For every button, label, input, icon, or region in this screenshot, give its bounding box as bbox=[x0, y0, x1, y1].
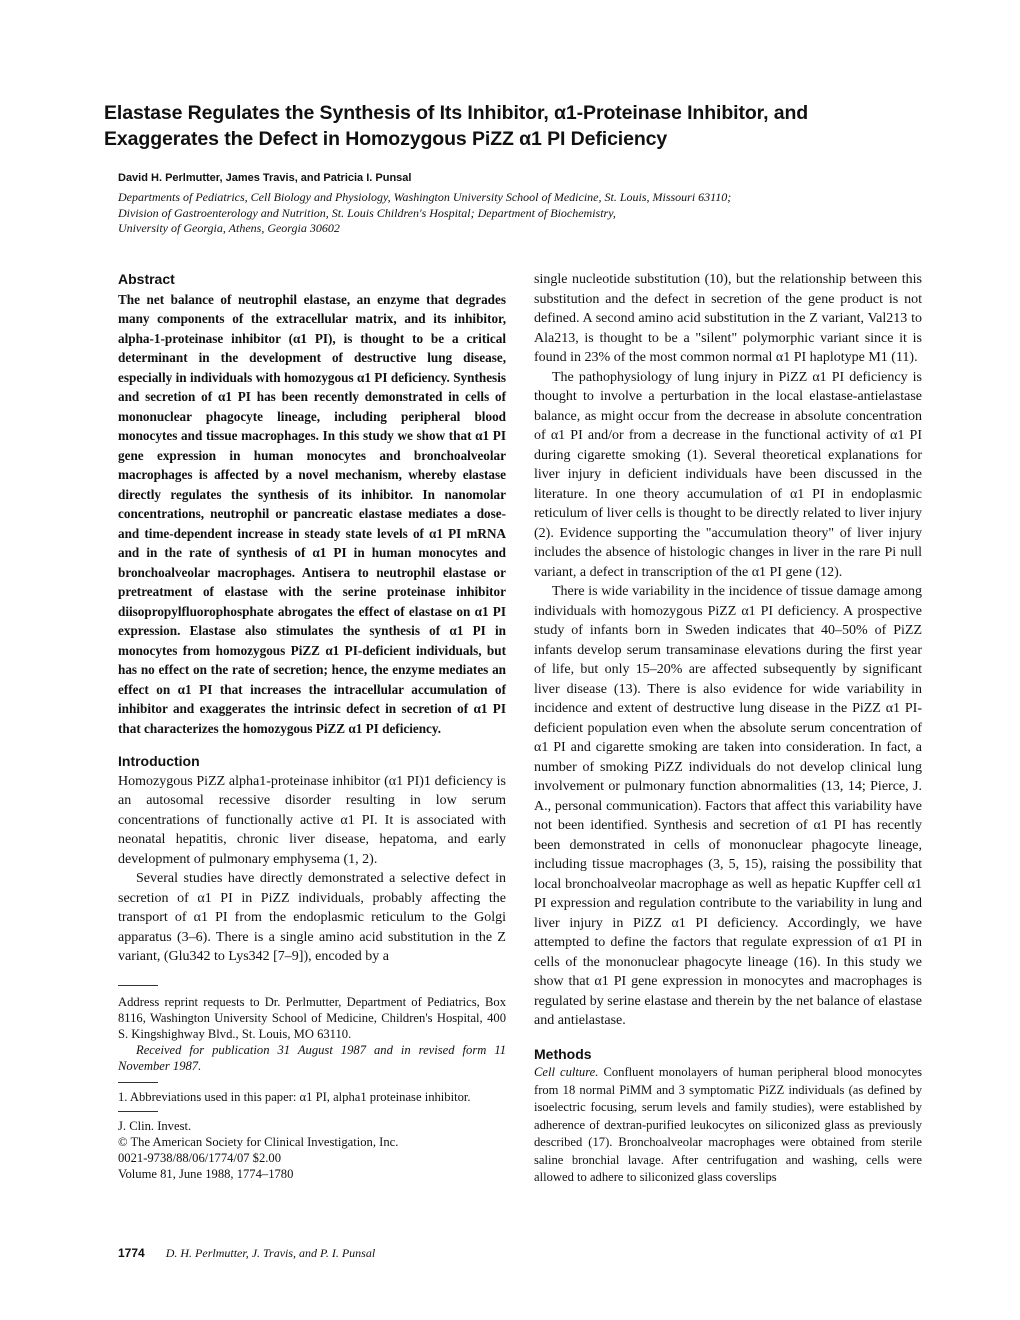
right-paragraph-2: The pathophysiology of lung injury in PiZZ α1 PI deficiency is thought to involve a perturbation in the local elastase-antielastase balance, as might occur from the decrease in absolute concentration of α1 PI and/or from a decrease in the functional activity of α1 PI during cigarette smoking (1). Several theoretical explanations for liver injury in deficient individuals have been discussed in the literature. In one theory accumulation of α1 PI in endoplasmic reticulum of liver cells is thought to be directly related to liver injury (2). Evidence supporting the "accumulation theory" of liver injury includes the absence of histologic changes in liver in the rare Pi null variant, a defect in transcription of the α1 PI gene (12). bbox=[534, 369, 922, 580]
footnote-received: Received for publication 31 August 1987 and in revised form 11 November 1987. bbox=[118, 1042, 506, 1073]
journal-copyright: © The American Society for Clinical Investigation, Inc. bbox=[118, 1134, 399, 1149]
journal-name: J. Clin. Invest. bbox=[118, 1118, 192, 1133]
right-column bbox=[534, 270, 922, 1187]
journal-volume: Volume 81, June 1988, 1774–1780 bbox=[118, 1166, 294, 1181]
affiliation-line-1: Departments of Pediatrics, Cell Biology and Physiology, Washington University School of Medicine, St. Louis, Missouri 63110; bbox=[118, 190, 732, 204]
introduction-heading: Introduction bbox=[118, 753, 200, 769]
right-paragraph-3: There is wide variability in the incidence of tissue damage among individuals with homozygous PiZZ α1 PI deficiency. A prospective study of infants born in Sweden indicates that 40–50% of PiZZ infants develop serum transaminase elevations during the first year of life, but only 15–20% are affected subsequently by significant liver disease (13). There is also evidence for wide variability in incidence and extent of destructive lung disease in the PiZZ α1 PI-deficient population even when the absolute serum concentration of α1 PI and cigarette smoking are taken into consideration. In fact, a number of smoking PiZZ individuals do not develop clinical lung involvement or pulmonary function abnormalities (13, 14; Pierce, J. A., personal communication). Factors that affect this variability have not been identified. Synthesis and secretion of α1 PI has recently been demonstrated in cells of mononuclear phagocyte lineage, including tissue macrophages (3, 5, 15), raising the possibility that local bronchoalveolar macrophage as well as hepatic Kupffer cell α1 PI expression and regulation contribute to the variability in lung and liver injury in PiZZ α1 PI deficiency. Accordingly, we have attempted to define the factors that regulate expression of α1 PI in cells of the mononuclear phagocyte lineage (16). In this study we show that α1 PI gene expression in monocytes and macrophages is regulated by serine elastase and therein by the net balance of elastase and antielastase. bbox=[534, 584, 922, 1028]
footnote-abbreviations: 1. Abbreviations used in this paper: α1 PI, alpha1 proteinase inhibitor. bbox=[118, 1089, 471, 1104]
footer-authors: D. H. Perlmutter, J. Travis, and P. I. Punsal bbox=[165, 1246, 376, 1260]
authors: David H. Perlmutter, James Travis, and Patricia I. Punsal bbox=[118, 172, 412, 184]
page-number: 1774 bbox=[118, 1246, 145, 1260]
left-column bbox=[118, 270, 506, 1182]
journal-issn: 0021-9738/88/06/1774/07 $2.00 bbox=[118, 1150, 282, 1165]
methods-label: Cell culture. bbox=[534, 1065, 599, 1079]
methods-heading: Methods bbox=[534, 1045, 592, 1062]
affiliation-line-3: University of Georgia, Athens, Georgia 30602 bbox=[118, 221, 340, 235]
abstract-heading: Abstract bbox=[118, 271, 175, 287]
footnote-address: Address reprint requests to Dr. Perlmutter, Department of Pediatrics, Box 8116, Washington University School of Medicine, Children's Hospital, 400 S. Kingshighway Blvd., St. Louis, MO 63110. bbox=[118, 994, 506, 1041]
title-line-2: Exaggerates the Defect in Homozygous PiZZ α1 PI Deficiency bbox=[104, 128, 668, 150]
methods-paragraph bbox=[534, 1064, 922, 1187]
intro-paragraph-1: Homozygous PiZZ alpha1-proteinase inhibitor (α1 PI)1 deficiency is an autosomal recessive disorder resulting in low serum concentrations of functionally active α1 PI. It is associated with neonatal hepatitis, chronic liver disease, hepatoma, and early development of pulmonary emphysema (1, 2). bbox=[118, 773, 506, 867]
intro-paragraph-2: Several studies have directly demonstrated a selective defect in secretion of α1 PI in PiZZ individuals, probably affecting the transport of α1 PI from the endoplasmic reticulum to the Golgi apparatus (3–6). There is a single amino acid substitution in the Z variant, (Glu342 to Lys342 [7–9]), encoded by a bbox=[118, 871, 506, 964]
footnote-divider bbox=[118, 985, 158, 986]
paper-title bbox=[104, 100, 944, 152]
footnote-divider-2 bbox=[118, 1082, 158, 1083]
title-line-1: Elastase Regulates the Synthesis of Its Inhibitor, α1-Proteinase Inhibitor, and bbox=[104, 102, 809, 124]
affiliation-line-2: Division of Gastroenterology and Nutrition, St. Louis Children's Hospital; Department of Biochemistry, bbox=[118, 205, 616, 220]
abstract-text: The net balance of neutrophil elastase, an enzyme that degrades many components of the extracellular matrix, and its inhibitor, alpha-1-proteinase inhibitor (α1 PI), is thought to be a critical determinant in the development of destructive lung disease, especially in individuals with homozygous α1 PI deficiency. Synthesis and secretion of α1 PI has been recently demonstrated in cells of mononuclear phagocyte lineage, including peripheral blood monocytes and tissue macrophages. In this study we show that α1 PI gene expression in human monocytes and bronchoalveolar macrophages is affected by a novel mechanism, whereby elastase directly regulates the synthesis of its inhibitor. In nanomolar concentrations, neutrophil or pancreatic elastase mediates a dose- and time-dependent increase in steady state levels of α1 PI mRNA and in the rate of synthesis of α1 PI in human monocytes and bronchoalveolar macrophages. Antisera to neutrophil elastase or pretreatment of elastase with the serine proteinase inhibitor diisopropylfluorophosphate abrogates the effect of elastase on α1 PI expression. Elastase also stimulates the synthesis of α1 PI in monocytes from homozygous PiZZ α1 PI-deficient individuals, but has no effect on the rate of secretion; hence, the enzyme mediates an effect on α1 PI that increases the intracellular accumulation of inhibitor and exaggerates the intrinsic defect in secretion of α1 PI that characterizes the homozygous PiZZ α1 PI deficiency. bbox=[118, 291, 506, 736]
methods-text: Confluent monolayers of human peripheral blood monocytes from 18 normal PiMM and 3 symptomatic PiZZ individuals (as defined by isoelectric focusing, serum levels and family studies), were established by adherence of dextran-purified leukocytes on siliconized glass as previously described (17). Bronchoalveolar macrophages were obtained from sterile saline bronchial lavage. After centrifugation and washing, cells were allowed to adhere to siliconized glass coverslips bbox=[534, 1065, 922, 1184]
right-paragraph-1: single nucleotide substitution (10), but the relationship between this substitution and the defect in secretion of the gene product is not defined. A second amino acid substitution in the Z variant, Val213 to Ala213, is thought to be a "silent" polymorphic variant since it is found in 23% of the most common normal α1 PI haplotype M1 (11). bbox=[534, 272, 922, 365]
affiliations bbox=[118, 190, 918, 237]
page-footer bbox=[118, 1246, 375, 1261]
footnote-divider-3 bbox=[118, 1111, 158, 1112]
